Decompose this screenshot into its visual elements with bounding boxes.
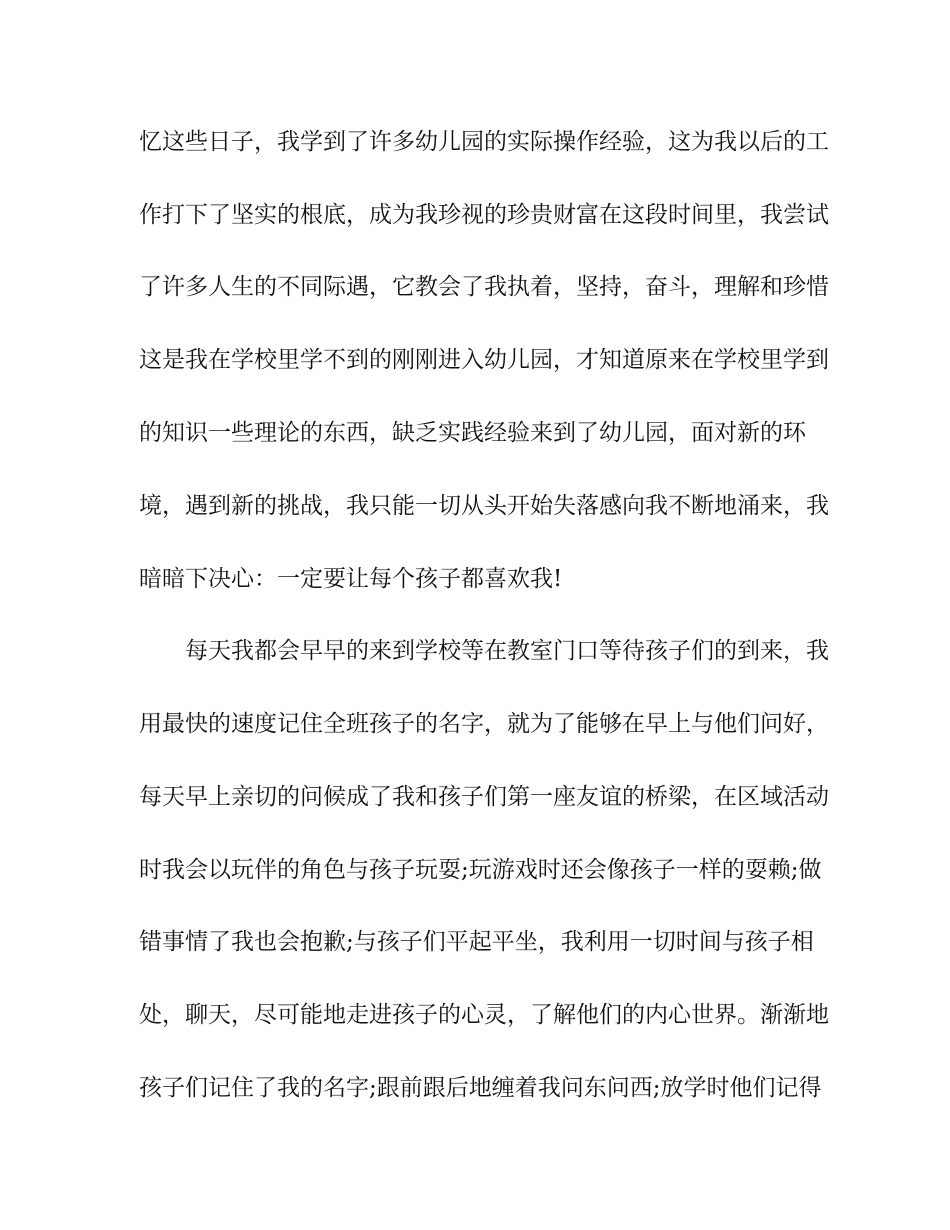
text-line: 暗暗下决心：一定要让每个孩子都喜欢我! — [139, 566, 563, 592]
text-line: 的知识一些理论的东西，缺乏实践经验来到了幼儿园，面对新的环 — [139, 420, 806, 446]
text-line: 用最快的速度记住全班孩子的名字，就为了能够在早上与他们问好， — [139, 711, 829, 737]
text-line: 忆这些日子，我学到了许多幼儿园的实际操作经验，这为我以后的工 — [139, 129, 829, 155]
text-line: 孩子们记住了我的名字;跟前跟后地缠着我问东问西;放学时他们记得 — [139, 1075, 822, 1101]
text-line: 作打下了坚实的根底，成为我珍视的珍贵财富在这段时间里，我尝试 — [139, 202, 829, 228]
text-line: 每天我都会早早的来到学校等在教室门口等待孩子们的到来，我 — [185, 638, 829, 664]
text-line: 错事情了我也会抱歉;与孩子们平起平坐，我利用一切时间与孩子相 — [139, 929, 814, 955]
text-line: 每天早上亲切的问候成了我和孩子们第一座友谊的桥梁，在区域活动 — [139, 784, 829, 810]
text-line: 时我会以玩伴的角色与孩子玩耍;玩游戏时还会像孩子一样的耍赖;做 — [139, 857, 822, 883]
text-line: 这是我在学校里学不到的刚刚进入幼儿园，才知道原来在学校里学到 — [139, 347, 829, 373]
text-line: 了许多人生的不同际遇，它教会了我执着，坚持，奋斗，理解和珍惜 — [139, 274, 829, 300]
text-line: 处，聊天，尽可能地走进孩子的心灵，了解他们的内心世界。渐渐地 — [139, 1002, 829, 1028]
text-line: 境，遇到新的挑战，我只能一切从头开始失落感向我不断地涌来，我 — [139, 493, 829, 519]
